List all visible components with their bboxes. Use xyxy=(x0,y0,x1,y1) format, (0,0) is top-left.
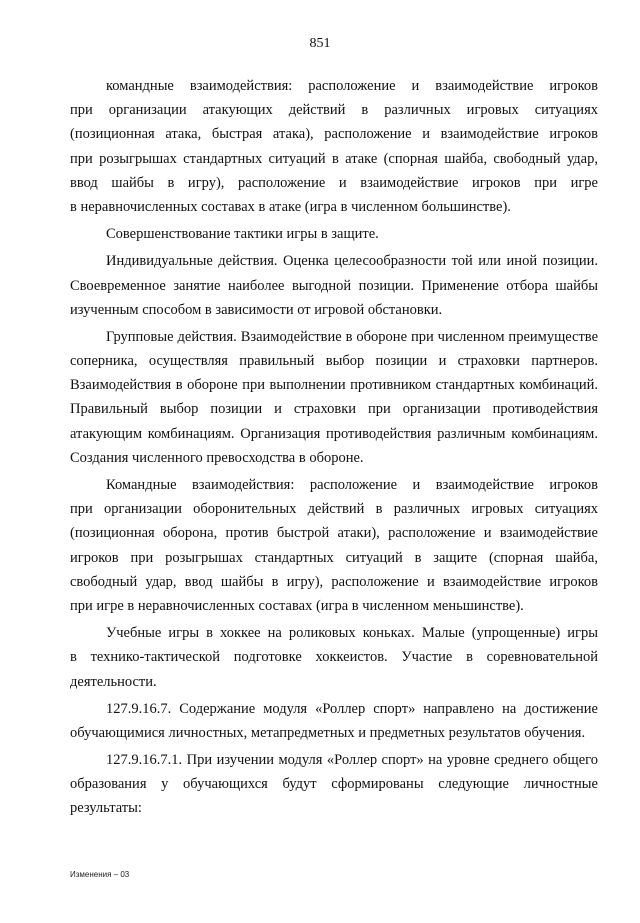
text-line: образования у обучающихся будут сформированы следующие личностные xyxy=(70,776,598,793)
text-line: ввод шайбы в игру), расположение и взаимодействие игроков при игре xyxy=(70,174,598,191)
text-line: при организации атакующих действий в различных игровых ситуациях xyxy=(70,102,598,119)
text-line: командные взаимодействия: расположение и взаимодействие игроков xyxy=(106,78,598,94)
paragraph xyxy=(70,621,598,694)
text-line: соперника, осуществляя правильный выбор позиции и страховки партнеров. xyxy=(70,353,598,370)
paragraph xyxy=(70,222,598,246)
page-number: 851 xyxy=(309,36,331,51)
text-line: атакующим комбинациям. Организация противодействия различным комбинациям. xyxy=(70,425,598,442)
text-line: при розыгрышах стандартных ситуаций в атаке (спорная шайба, свободный удар, xyxy=(70,150,598,167)
paragraph xyxy=(70,748,598,821)
text-line: (позиционная атака, быстрая атака), расположение и взаимодействие игроков xyxy=(70,126,598,143)
text-line: Совершенствование тактики игры в защите. xyxy=(106,226,379,243)
text-line: Командные взаимодействия: расположение и взаимодействие игроков xyxy=(106,477,598,493)
text-line: 127.9.16.7.1. При изучении модуля «Роллер спорт» на уровне среднего общего xyxy=(106,752,598,769)
paragraph xyxy=(70,325,598,470)
paragraph xyxy=(70,473,598,618)
text-line: в технико-тактической подготовке хоккеистов. Участие в соревновательной xyxy=(70,649,598,666)
paragraph xyxy=(70,697,598,745)
text-line: обучающимися личностных, метапредметных и предметных результатов обучения. xyxy=(70,724,586,741)
text-line: игроков при розыгрышах стандартных ситуаций в защите (спорная шайба, xyxy=(70,549,598,566)
text-line: Учебные игры в хоккее на роликовых коньках. Малые (упрощенные) игры xyxy=(106,625,598,642)
footer-revision-note: Изменения – 03 xyxy=(70,870,130,879)
text-line: Индивидуальные действия. Оценка целесообразности той или иной позиции. xyxy=(106,253,598,270)
body-text xyxy=(70,74,598,821)
text-line: Создания численного превосходства в обороне. xyxy=(70,449,364,466)
text-line: результаты: xyxy=(70,800,142,817)
text-line: изученным способом в зависимости от игровой обстановки. xyxy=(70,301,443,318)
paragraph xyxy=(70,74,598,219)
text-line: Взаимодействия в обороне при выполнении противником стандартных комбинаций. xyxy=(70,377,598,394)
text-line: (позиционная оборона, против быстрой атаки), расположение и взаимодействие xyxy=(70,525,598,542)
text-line: Групповые действия. Взаимодействие в обороне при численном преимуществе xyxy=(106,328,598,345)
text-line: деятельности. xyxy=(70,673,157,690)
paragraph xyxy=(70,249,598,322)
text-line: свободный удар, ввод шайбы в игру), расположение и взаимодействие игроков xyxy=(70,573,598,590)
text-line: при организации оборонительных действий в различных игровых ситуациях xyxy=(70,501,598,518)
text-line: в неравночисленных составах в атаке (игра в численном большинстве). xyxy=(70,198,511,215)
text-line: при игре в неравночисленных составах (игра в численном меньшинстве). xyxy=(70,597,524,614)
text-line: Своевременное занятие наиболее выгодной позиции. Применение отбора шайбы xyxy=(70,277,598,294)
text-line: 127.9.16.7. Содержание модуля «Роллер спорт» направлено на достижение xyxy=(106,700,598,717)
text-line: Правильный выбор позиции и страховки при организации противодействия xyxy=(70,401,598,418)
